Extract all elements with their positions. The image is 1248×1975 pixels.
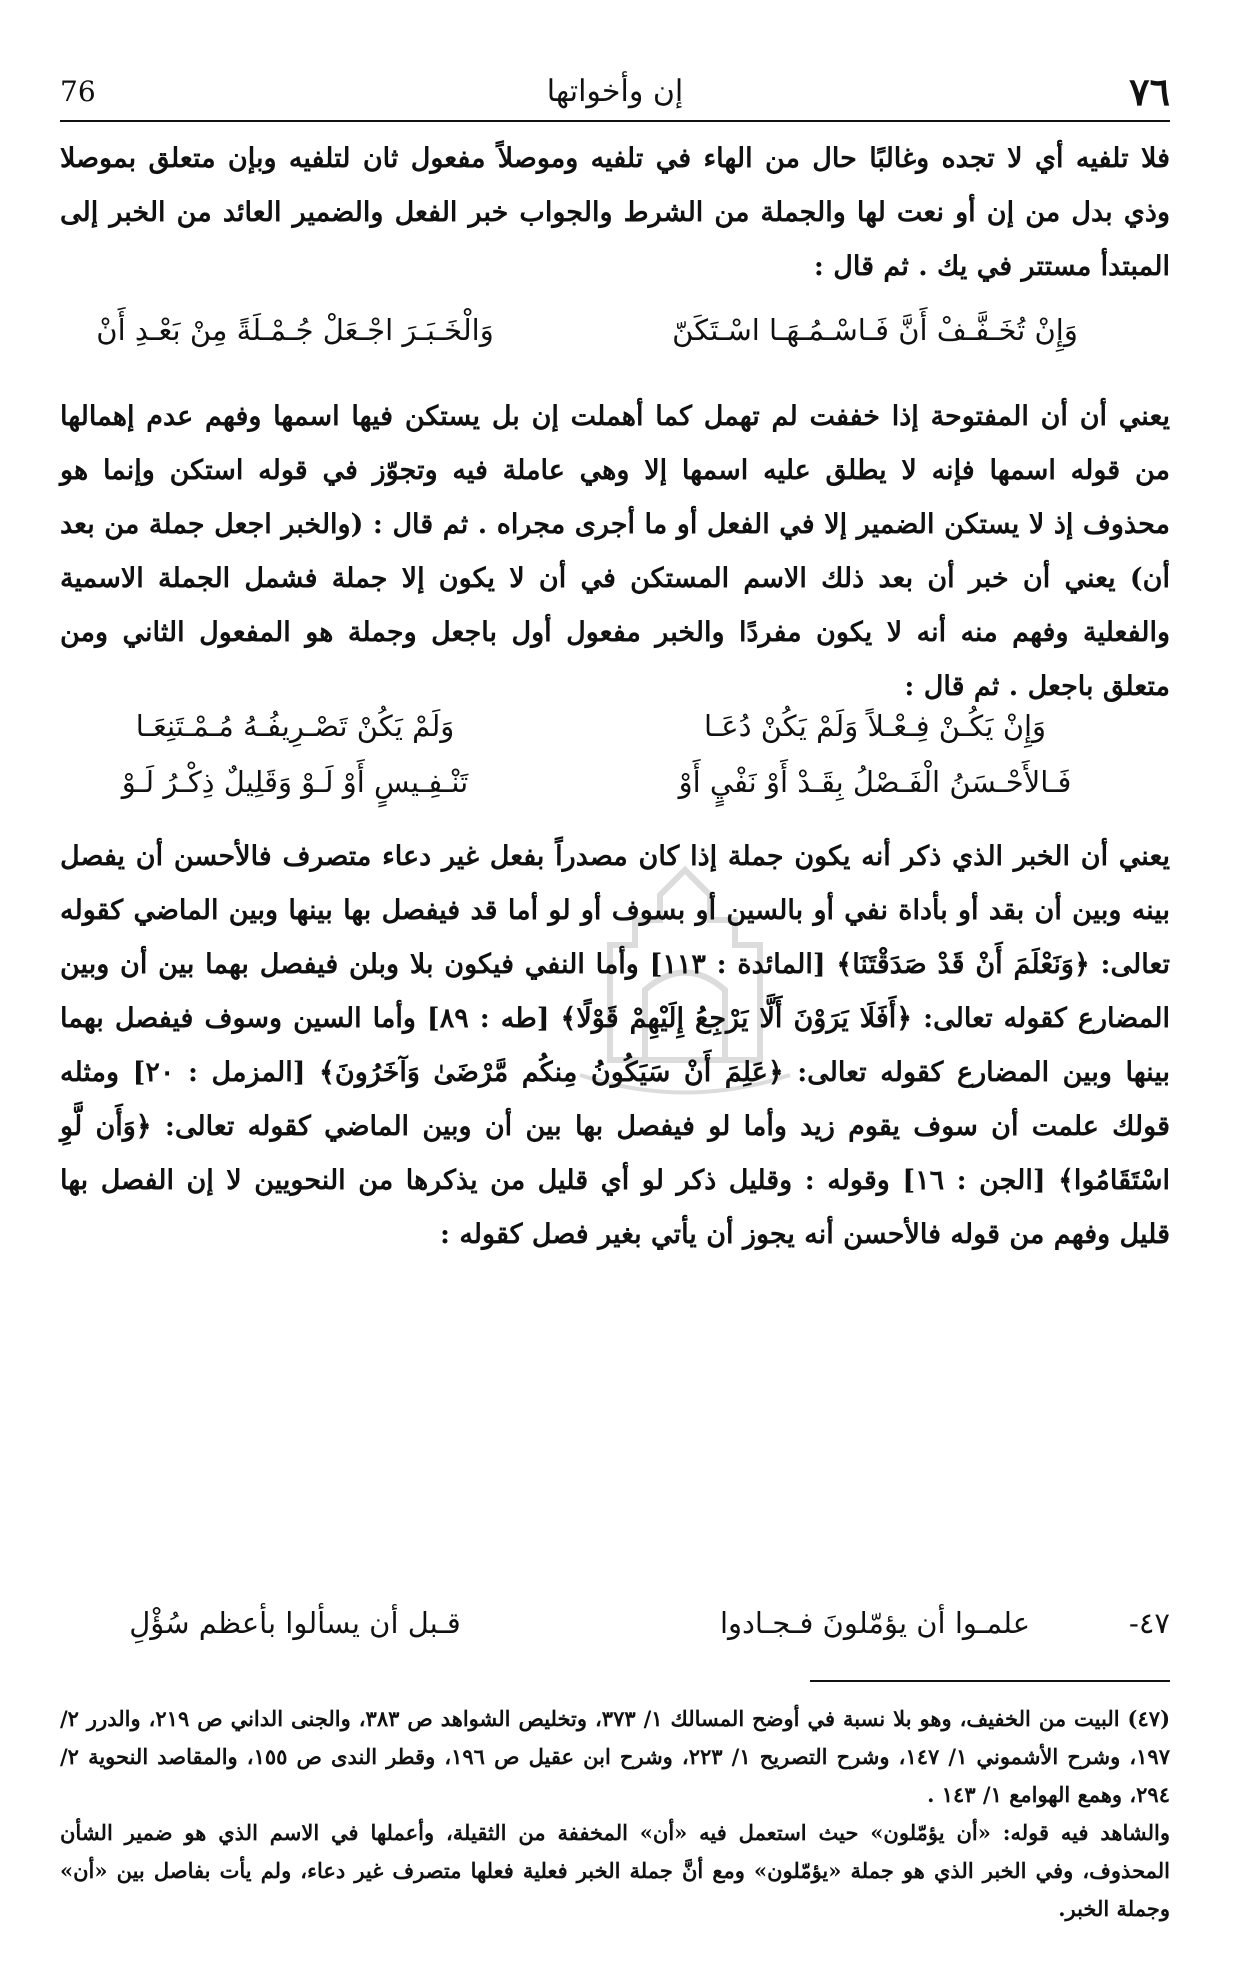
footnote-witness: والشاهد فيه قوله: «أن يؤمّلون» حيث استعمل فيه «أن» المخففة من الثقيلة، وأعملها في الاسم الذي هو ضمير الشأن المحذوف، وفي الخبر الذي هو جملة «يؤمّلون» ومع أنَّ جملة الخبر فعلية فعلها متصرف غير دعاء، ولم يأت بفاصل بين «أن» وجملة الخبر. bbox=[60, 1820, 1170, 1921]
verse-line-3 bbox=[60, 754, 1170, 810]
chapter-title: إن وأخواتها bbox=[546, 74, 684, 109]
footnote-47: (٤٧) البيت من الخفيف، وهو بلا نسبة في أوضح المسالك ١/ ٣٧٣، وتخليص الشواهد ص ٣٨٣، والجنى الداني ص ٢١٩، والدرر ٢/ ١٩٧، وشرح الأشموني ١/ ١٤٧، وشرح التصريح ١/ ٢٢٣، وشرح ابن عقيل ص ١٩٦، وقطر الندى ص ١٥٥، والمقاصد النحوية ٢/ ٢٩٤، وهمع الهوامع ١/ ١٤٣ . bbox=[60, 1706, 1170, 1807]
page-number-latin: 76 bbox=[60, 75, 96, 108]
verse-hemistich-left: تَنْـفِـيسٍ أَوْ لَـوْ وَقَلِيلٌ ذِكْـرُ لَـوْ bbox=[121, 765, 469, 799]
verse-number: ٤٧- bbox=[1129, 1606, 1170, 1640]
book-page bbox=[60, 60, 1170, 1920]
paragraph-2 bbox=[60, 390, 1170, 714]
verse-hemistich-left: وَلَمْ يَكُنْ تَصْـرِيفُـهُ مُـمْـتَنِعَـا bbox=[135, 709, 455, 743]
page-number-arabic: ٧٦ bbox=[1129, 69, 1170, 114]
paragraph-text: فلا تلفيه أي لا تجده وغالبًا حال من الهاء في تلفيه وموصلاً مفعول ثان لتلفيه وبإن متعلق بموصلا وذي بدل من إن أو نعت لها والجملة من الشرط والجواب خبر الفعل والضمير العائد من الخبر إلى المبتدأ مستتر في يك . ثم قال : bbox=[60, 143, 1170, 282]
page-header bbox=[60, 68, 1170, 122]
paragraph-text: يعني أن الخبر الذي ذكر أنه يكون جملة إذا كان مصدراً بفعل غير دعاء متصرف فالأحسن أن يفصل بينه وبين أن بقد أو بأداة نفي أو بالسين أو بسوف أو لو أما قد فيفصل بها بينها وبين الماضي كقوله تعالى: ﴿وَنَعْلَمَ أَنْ قَدْ صَدَقْتَنَا﴾ [المائدة : ١١٣] وأما النفي فيكون بلا وبلن فيفصل بهما بين أن وبين المضارع كقوله تعالى: ﴿أَفَلَا يَرَوْنَ أَلَّا يَرْجِعُ إِلَيْهِمْ قَوْلًا﴾ [طه : ٨٩] وأما السين وسوف فيفصل بهما بينها وبين المضارع كقوله تعالى: ﴿عَلِمَ أَنْ سَيَكُونُ مِنكُم مَّرْضَىٰ وَآخَرُونَ﴾ [المزمل : ٢٠] ومثله قولك علمت أن سوف يقوم زيد وأما لو فيفصل بها بين أن وبين الماضي كقوله تعالى: ﴿وَأَن لَّوِ اسْتَقَامُوا﴾ [الجن : ١٦] وقوله : وقليل ذكر لو أي قليل من يذكرها من النحويين لا إن الفصل بها قليل وفهم من قوله فالأحسن أنه يجوز أن يأتي بغير فصل كقوله : bbox=[60, 841, 1171, 1250]
verse-hemistich-left: وَالْخَـبَـرَ اجْـعَلْ جُـمْـلَةً مِنْ بَعْـدِ أَنْ bbox=[96, 313, 494, 347]
verse-hemistich-right: فَـالأَحْـسَنُ الْفَـصْلُ بِقَـدْ أَوْ نَفْيٍ أَوْ bbox=[678, 765, 1072, 799]
verse-line-4 bbox=[60, 1595, 1170, 1651]
paragraph-1 bbox=[60, 132, 1170, 294]
footnote-separator bbox=[810, 1680, 1170, 1682]
verse-line-2 bbox=[60, 698, 1170, 754]
paragraph-text: يعني أن أن المفتوحة إذا خففت لم تهمل كما أهملت إن بل يستكن فيها اسمها وفهم عدم إهمالها من قوله اسمها فإنه لا يطلق عليه اسمها إلا وهي عاملة فيه وتجوّز في قوله استكن وإنما هو محذوف إذ لا يستكن الضمير إلا في الفعل أو ما أجرى مجراه . ثم قال : (والخبر اجعل جملة من بعد أن) يعني أن خبر أن بعد ذلك الاسم المستكن في أن لا يكون إلا جملة فشمل الجملة الاسمية والفعلية وفهم منه أنه لا يكون مفردًا والخبر مفعول أول باجعل وجملة هو المفعول الثاني ومن متعلق باجعل . ثم قال : bbox=[60, 401, 1170, 702]
verse-line-1 bbox=[60, 302, 1170, 358]
paragraph-3 bbox=[60, 830, 1170, 1262]
verse-hemistich-right: وَإِنْ تُخَـفَّـفْ أَنَّ فَـاسْـمُـهَـا اسْـتَكَنّ bbox=[672, 313, 1078, 347]
footnotes bbox=[60, 1700, 1170, 1928]
verse-hemistich-left: قـبل أن يسألوا بأعظم سُؤْلِ bbox=[129, 1606, 461, 1640]
verse-hemistich-right: علمـوا أن يؤمّلونَ فـجـادوا bbox=[719, 1606, 1031, 1640]
verse-hemistich-right: وَإِنْ يَكُـنْ فِـعْـلاً وَلَمْ يَكُنْ دُعَـا bbox=[703, 709, 1047, 743]
